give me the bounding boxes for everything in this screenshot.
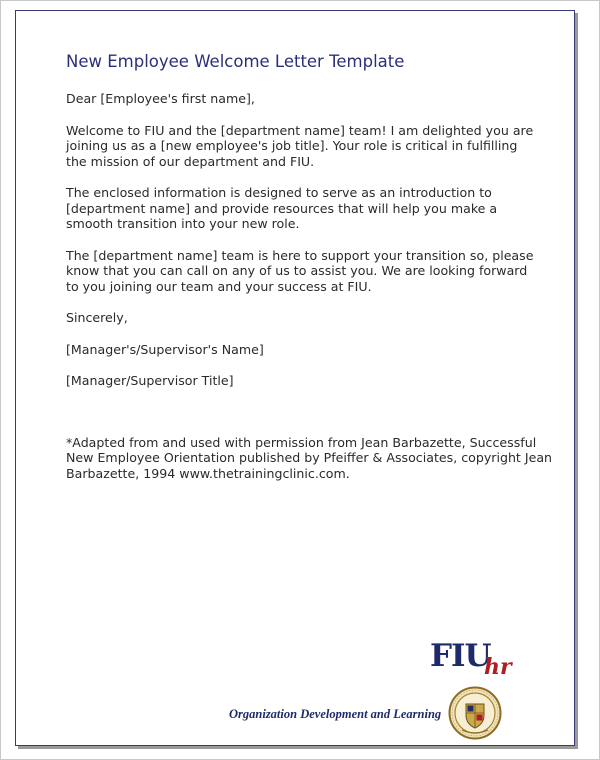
signature-title: [Manager/Supervisor Title] xyxy=(66,373,234,388)
document-title: New Employee Welcome Letter Template xyxy=(66,52,405,71)
paragraph-line: The [department name] team is here to support your transition so, please xyxy=(66,247,534,263)
paragraph-line: the mission of our department and FIU. xyxy=(66,153,315,169)
footnote xyxy=(66,435,566,482)
paragraph-line: joining us as a [new employee's job title]. Your role is critical in fulfilling xyxy=(66,138,518,153)
salutation: Dear [Employee's first name], xyxy=(66,91,255,106)
footnote-line: New Employee Orientation published by Pfeiffer & Associates, copyright Jean xyxy=(66,450,553,465)
logo-tagline: Organization Development and Learning xyxy=(229,707,442,721)
paragraph-line: know that you can call on any of us to assist you. We are looking forward xyxy=(66,263,528,278)
fiu-logo-text: FIU xyxy=(430,638,491,674)
paragraph-introduction xyxy=(66,185,566,232)
paragraph-line: Welcome to FIU and the [department name] team! I am delighted you are xyxy=(66,122,534,138)
paragraph-support xyxy=(66,248,566,295)
footnote-line: Barbazette, 1994 www.thetrainingclinic.com. xyxy=(66,465,350,481)
signature-name: [Manager's/Supervisor's Name] xyxy=(66,341,264,357)
paragraph-line: [department name] and provide resources that will help you make a xyxy=(66,200,498,216)
university-seal-icon xyxy=(448,686,502,740)
paragraph-line: to you joining our team and your success at FIU. xyxy=(66,278,372,294)
paragraph-line: smooth transition into your new role. xyxy=(66,216,300,231)
paragraph-welcome xyxy=(66,123,566,170)
letter-body xyxy=(66,91,566,481)
hr-logo-text: hr xyxy=(484,654,512,680)
closing: Sincerely, xyxy=(66,310,128,325)
footnote-line: *Adapted from and used with permission from Jean Barbazette, Successful xyxy=(66,434,537,450)
paragraph-line: The enclosed information is designed to serve as an introduction to xyxy=(66,185,492,200)
